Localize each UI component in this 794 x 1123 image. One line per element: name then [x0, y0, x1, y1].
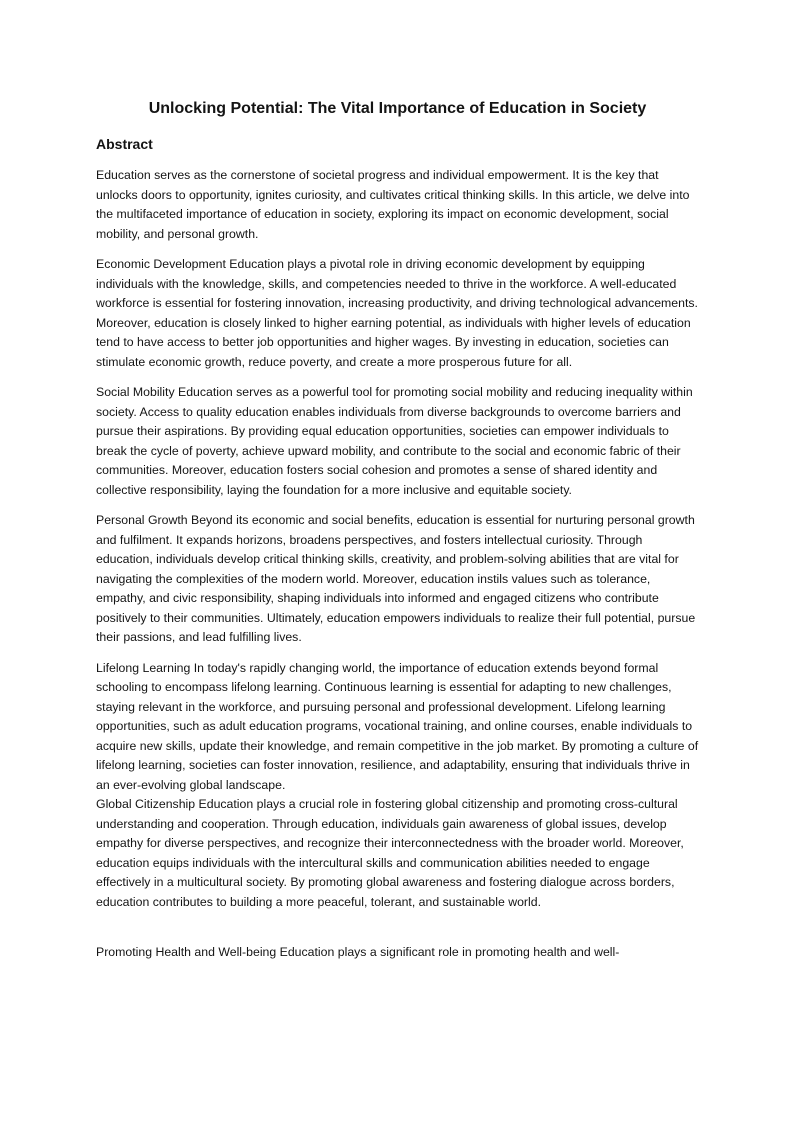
lifelong-learning-paragraph: Lifelong Learning In today's rapidly changing world, the importance of education extends beyond formal schooling to encompass lifelong learning. Continuous learning is essential for adapting to new challenges, staying relevant in the workforce, and pursuing personal and professional development. Lifelong learning opportunities, such as adult education programs, vocational training, and online courses, enable individuals to acquire new skills, update their knowledge, and remain competitive in the job market. By promoting a culture of lifelong learning, societies can foster innovation, resilience, and adaptability, ensuring that individuals thrive in an ever-evolving global landscape.	[96, 660, 699, 792]
economic-development-paragraph: Economic Development Education plays a pivotal role in driving economic development by equipping individuals with the knowledge, skills, and competencies needed to thrive in the workforce. A well-educated workforce is essential for fostering innovation, increasing productivity, and driving technological advancements. Moreover, education is closely linked to higher earning potential, as individuals with higher levels of education tend to have access to better job opportunities and higher wages. By investing in education, societies can stimulate economic growth, reduce poverty, and create a more prosperous future for all.	[96, 257, 698, 369]
health-wellbeing-paragraph: Promoting Health and Well-being Education plays a significant role in promoting health and well-	[96, 945, 620, 959]
document-title: Unlocking Potential: The Vital Importance of Education in Society	[148, 100, 647, 117]
social-mobility-paragraph: Social Mobility Education serves as a powerful tool for promoting social mobility and reducing inequality within society. Access to quality education enables individuals from diverse backgrounds to overcome barriers and pursue their aspirations. By providing equal education opportunities, societies can empower individuals to break the cycle of poverty, achieve upward mobility, and contribute to the social and economic fabric of their communities. Moreover, education fosters social cohesion and promotes a sense of shared identity and collective responsibility, laying the foundation for a more inclusive and equitable society.	[96, 385, 693, 497]
abstract-paragraph: Education serves as the cornerstone of societal progress and individual empowerment. It is the key that unlocks doors to opportunity, ignites curiosity, and cultivates critical thinking skills. In this article, we delve into the multifaceted importance of education in society, exploring its impact on economic development, social mobility, and personal growth.	[96, 168, 690, 241]
personal-growth-paragraph: Personal Growth Beyond its economic and social benefits, education is essential for nurturing personal growth and fulfilment. It expands horizons, broadens perspectives, and fosters intellectual curiosity. Through education, individuals develop critical thinking skills, creativity, and problem-solving abilities that are vital for navigating the complexities of the modern world. Moreover, education instils values such as tolerance, empathy, and civic responsibility, shaping individuals into informed and engaged citizens who contribute positively to their communities. Ultimately, education empowers individuals to realize their full potential, pursue their passions, and lead fulfilling lives.	[96, 513, 696, 644]
global-citizenship-paragraph: Global Citizenship Education plays a crucial role in fostering global citizenship and promoting cross-cultural understanding and cooperation. Through education, individuals gain awareness of global issues, develop empathy for diverse perspectives, and recognize their interconnectedness with the broader world. Moreover, education equips individuals with the intercultural skills and communication abilities needed to engage effectively in a multicultural society. By promoting global awareness and fostering dialogue across borders, education contributes to building a more peaceful, tolerant, and sustainable world.	[96, 797, 684, 909]
abstract-heading: Abstract	[96, 136, 153, 152]
